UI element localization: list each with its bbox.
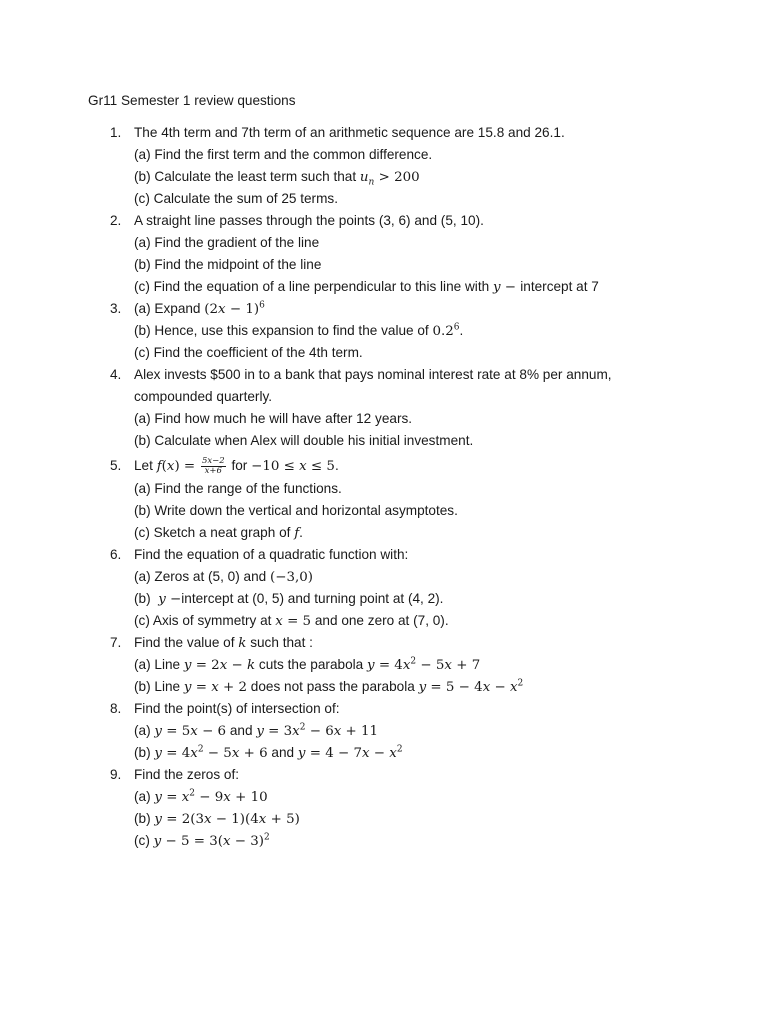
part-text-mid: and (271, 745, 295, 760)
question-2 (0, 211, 768, 233)
question-8-part-b (0, 743, 768, 765)
question-text: (a) Expand (134, 301, 201, 316)
question-4-continuation (0, 387, 768, 409)
question-text: Find the equation of a quadratic function with: (134, 547, 409, 562)
math-expression: $y = 4 - 7x - x^2$ (297, 744, 403, 761)
math-expression: f (156, 459, 162, 474)
part-text: (b) (134, 591, 151, 606)
math-domain: −10 ≤ x ≤ 5 (251, 459, 335, 474)
math-expression: y = x + 2 (183, 680, 248, 695)
part-text: (a) Zeros at (5, 0) and (134, 569, 267, 584)
question-text-mid: such that : (250, 635, 313, 650)
question-3-part-b: (b) Hence, use this expansion to find the value of $0.2^6$. (134, 322, 464, 339)
part-text-end: intercept at (0, 5) and turning point at (4, 2). (181, 591, 444, 606)
question-number: 6. (110, 547, 122, 562)
question-text: Find the zeros of: (134, 767, 240, 782)
document-title: Gr11 Semester 1 review questions (88, 93, 296, 108)
question-number: 7. (110, 635, 122, 650)
question-6 (0, 545, 768, 567)
question-5-part-a (0, 479, 768, 501)
question-text-mid: for (231, 458, 248, 473)
fraction: $\frac{5x-2}{x+6}$ (201, 455, 225, 476)
part-text: (a) Find how much he will have after 12 years. (134, 411, 413, 426)
question-6-part-a (0, 567, 768, 589)
math-expression: $y = 5 - 4x - x^2$ (418, 678, 524, 695)
question-text: Let (134, 458, 153, 473)
question-1-part-c (0, 189, 768, 211)
question-2-part-b (0, 255, 768, 277)
question-text: Find the value of (134, 635, 235, 650)
question-text: The 4th term and 7th term of an arithmetic sequence are 15.8 and 26.1. (134, 125, 565, 140)
question-1-part-b: (b) Calculate the least term such that $u_n > 200$ (134, 169, 420, 188)
part-text: (a) Find the first term and the common difference. (134, 147, 433, 162)
question-number: 4. (110, 367, 122, 382)
question-number: 2. (110, 213, 122, 228)
part-text: (a) Line (134, 657, 181, 672)
part-text: (a) Find the gradient of the line (134, 235, 320, 250)
math-expression: $y = 4x^2 - 5x + 7$ (367, 656, 481, 673)
part-text: (c) Sketch a neat graph of (134, 525, 291, 540)
question-5-part-b (0, 501, 768, 523)
question-4-part-b (0, 431, 768, 453)
question-9-part-a (0, 787, 768, 809)
question-4 (0, 365, 768, 387)
question-4-part-a (0, 409, 768, 431)
part-text-mid: cuts the parabola (258, 657, 364, 672)
question-number: 9. (110, 767, 122, 782)
question-2-part-c: (c) Find the equation of a line perpendicular to this line with y − intercept at 7 (134, 279, 599, 295)
question-9-part-c (0, 831, 768, 853)
part-text-mid: does not pass the parabola (250, 679, 415, 694)
question-number: 1. (110, 125, 122, 140)
part-text: (c) Find the equation of a line perpendicular to this line with (134, 279, 490, 294)
part-text: (a) (134, 723, 151, 738)
part-text: (b) Hence, use this expansion to find the value of (134, 323, 429, 338)
part-text: (b) Calculate when Alex will double his initial investment. (134, 433, 474, 448)
question-text: Find the point(s) of intersection of: (134, 701, 340, 716)
question-7-part-a (0, 655, 768, 677)
part-text: (b) (134, 811, 151, 826)
question-7-part-b (0, 677, 768, 699)
part-text-end: and one zero at (7, 0). (314, 613, 449, 628)
question-text: Alex invests $500 in to a bank that pays nominal interest rate at 8% per annum, (134, 367, 612, 382)
math-expression: y (492, 280, 501, 295)
part-text-mid: and (229, 723, 253, 738)
question-9-part-b (0, 809, 768, 831)
question-7 (0, 633, 768, 655)
question-6-part-c: (c) Axis of symmetry at x = 5 and one zero at (7, 0). (134, 613, 449, 629)
math-expression: (−3,0) (270, 570, 313, 585)
question-text-continuation: compounded quarterly. (134, 389, 273, 404)
question-1-part-a (0, 145, 768, 167)
math-expression: $(2x - 1)^6$ (204, 300, 265, 317)
part-text: (c) Calculate the sum of 25 terms. (134, 191, 338, 206)
part-text: (a) Find the range of the functions. (134, 481, 342, 496)
math-expression: f (294, 526, 300, 541)
question-9 (0, 765, 768, 787)
part-text: (b) Find the midpoint of the line (134, 257, 322, 272)
math-expression: $0.2^6$ (432, 322, 460, 339)
math-expression: $y = x^2 - 9x + 10$ (154, 788, 268, 805)
part-text-end: intercept at 7 (520, 279, 599, 294)
question-3-part-c (0, 343, 768, 365)
question-5: 5. Let f(x) = $\frac{5x-2}{x+6}$ for −10 ≤ x ≤ 5. (0, 453, 768, 479)
question-8 (0, 699, 768, 721)
question-number: 8. (110, 701, 122, 716)
math-expression: x (275, 614, 283, 629)
part-text: (b) (134, 745, 151, 760)
math-expression: y = 2x − k (183, 658, 256, 673)
part-text: (a) (134, 789, 151, 804)
part-text: (c) (134, 833, 150, 848)
part-text: (c) Find the coefficient of the 4th term. (134, 345, 363, 360)
math-expression: $y = 4x^2 - 5x + 6$ (154, 744, 268, 761)
question-number: 5. (110, 458, 122, 473)
math-expression: k (238, 636, 247, 651)
question-number: 3. (110, 301, 122, 316)
math-expression: $y - 5 = 3(x - 3)^2$ (153, 832, 270, 849)
math-expression: $y = 3x^2 - 6x + 11$ (256, 722, 379, 739)
question-6-part-b: (b) y −intercept at (0, 5) and turning point at (4, 2). (134, 591, 444, 607)
math-expression: y = 5x − 6 (154, 724, 227, 739)
math-expression: $u_n$ (359, 170, 375, 188)
part-text: (b) Calculate the least term such that (134, 169, 357, 184)
question-2-part-a (0, 233, 768, 255)
question-1 (0, 123, 768, 145)
math-expression: y (158, 592, 166, 607)
part-text: (b) Write down the vertical and horizontal asymptotes. (134, 503, 458, 518)
question-list (0, 123, 768, 853)
question-text: A straight line passes through the points (3, 6) and (5, 10). (134, 213, 484, 228)
question-8-part-a (0, 721, 768, 743)
question-5-part-c: (c) Sketch a neat graph of f. (134, 525, 303, 541)
part-text: (c) Axis of symmetry at (134, 613, 272, 628)
part-text: (b) Line (134, 679, 181, 694)
question-3 (0, 299, 768, 321)
math-expression: y = 2(3x − 1)(4x + 5) (154, 812, 300, 827)
